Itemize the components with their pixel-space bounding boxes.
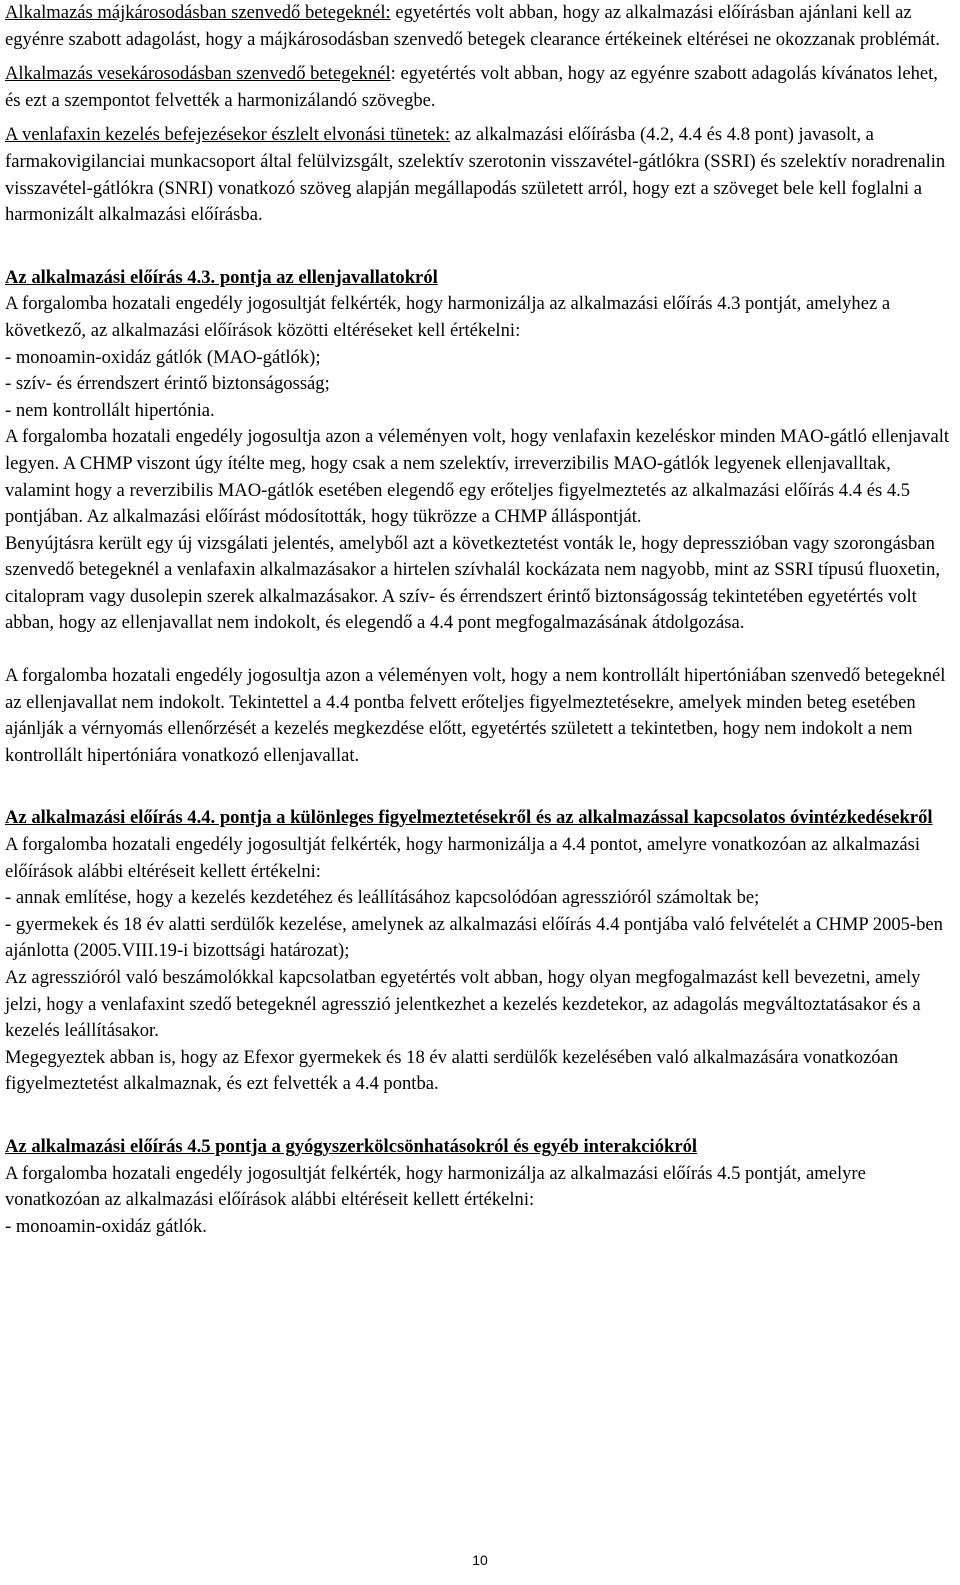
list-item: - monoamin-oxidáz gátlók (MAO-gátlók); bbox=[5, 346, 321, 368]
list-item: - szív- és érrendszert érintő biztonságosság; bbox=[5, 373, 330, 395]
section-intro: A forgalomba hozatali engedély jogosultját felkérték, hogy harmonizálja az alkalmazási előírás 4.3 pontját, amelyhez a következő, az alkalmazási előírások közötti eltéréseket kell értékelni: bbox=[5, 293, 891, 341]
list-item: - annak említése, hogy a kezelés kezdetéhez és leállításához kapcsolódóan agresszióról számoltak be; bbox=[5, 887, 760, 909]
section-heading-4-4: Az alkalmazási előírás 4.4. pontja a különleges figyelmeztetésekről és az alkalmazással kapcsolatos óvintézkedésekről bbox=[5, 807, 933, 829]
paragraph-text: : egyetértés volt abban, hogy az egyénre szabott adagolás kívánatos lehet, és ezt a szempontot felvették a harmonizálandó szövegbe. bbox=[5, 63, 938, 111]
section-heading-4-5: Az alkalmazási előírás 4.5 pontja a gyógyszerkölcsönhatásokról és egyéb interakciókról bbox=[5, 1135, 698, 1157]
paragraph-lead: Alkalmazás vesekárosodásban szenvedő betegeknél bbox=[5, 63, 391, 85]
paragraph-withdrawal bbox=[5, 122, 950, 228]
paragraph-mao: A forgalomba hozatali engedély jogosultja azon a véleményen volt, hogy venlafaxin kezeléskor minden MAO-gátló ellenjavalt legyen. A CHMP viszont úgy ítélte meg, hogy csak a nem szelektív, irreverzibilis MAO-gátlók legyenek ellenjavalltak, valamint hogy a reverzibilis MAO-gátlók esetében elegendő egy erőteljes figyelmeztetés az alkalmazási előírás 4.4 és 4.5 pontjában. Az alkalmazási előírást módosították, hogy tükrözze a CHMP álláspontját. bbox=[5, 426, 950, 528]
section-intro: A forgalomba hozatali engedély jogosultját felkérték, hogy harmonizálja az alkalmazási előírás 4.5 pontját, amelyre vonatkozóan az alkalmazási előírások alábbi eltéréseit kellett értékelni: bbox=[5, 1162, 866, 1211]
list-item: - gyermekek és 18 év alatti serdülők kezelése, amelynek az alkalmazási előírás 4.4 pontjába való felvételét a CHMP 2005-ben ajánlotta (2005.VIII.19-i bizottsági határozat); bbox=[5, 913, 943, 962]
list-item: - monoamin-oxidáz gátlók. bbox=[5, 1215, 207, 1237]
paragraph-renal bbox=[5, 61, 950, 114]
paragraph-text: az alkalmazási előírásba (4.2, 4.4 és 4.8 pont) javasolt, a farmakovigilanciai munkacsoport által felülvizsgált, szelektív szerotonin visszavétel-gátlókra (SSRI) és szelektív noradrenalin visszavétel-gátlókra (SNRI) vonatkozó szöveg alapján megállapodás született arról, hogy ezt a szöveget bele kell foglalni a harmonizált alkalmazási előírásba. bbox=[5, 124, 946, 226]
paragraph-lead: A venlafaxin kezelés befejezésekor észlelt elvonási tünetek: bbox=[5, 124, 451, 146]
paragraph-aggression: Az agresszióról való beszámolókkal kapcsolatban egyetértés volt abban, hogy olyan megfogalmazást kell bevezetni, amely jelzi, hogy a venlafaxint szedő betegeknél agresszió jelentkezhet a kezelés kezdetekor, az adagolás megváltoztatásakor és a kezelés leállításakor. bbox=[5, 967, 921, 1042]
page-number: 10 bbox=[472, 1552, 488, 1568]
paragraph-cardio: Benyújtásra került egy új vizsgálati jelentés, amelyből azt a következtetést vonták le, hogy depresszióban vagy szorongásban szenvedő betegeknél a venlafaxin alkalmazásakor a hirtelen szívhalál kockázata nem nagyobb, mint az SSRI típusú fluoxetin, citalopram vagy dusolepin szerek alkalmazásakor. A szív- és érrendszert érintő biztonságosság tekintetében egyetértés volt abban, hogy az ellenjavallat nem indokolt, és elegendő a 4.4 pont megfogalmazásának átdolgozása. bbox=[5, 532, 941, 634]
list-item: - nem kontrollált hipertónia. bbox=[5, 399, 215, 421]
document-page bbox=[5, 0, 950, 1240]
paragraph-pediatric: Megegyeztek abban is, hogy az Efexor gyermekek és 18 év alatti serdülők kezelésében való alkalmazására vonatkozóan figyelmeztetést alkalmaznak, és ezt felvették a 4.4 pontba. bbox=[5, 1046, 899, 1095]
paragraph-lead: Alkalmazás májkárosodásban szenvedő betegeknél: bbox=[5, 2, 391, 23]
paragraph-text: egyetértés volt abban, hogy az alkalmazási előírásban ajánlani kell az egyénre szabott adagolást, hogy a májkárosodásban szenvedő betegek clearance értékeinek eltérései ne okozzanak problémát. bbox=[5, 2, 940, 50]
paragraph-hypertension: A forgalomba hozatali engedély jogosultja azon a véleményen volt, hogy a nem kontrollált hipertóniában szenvedő betegeknél az ellenjavallat nem indokolt. Tekintettel a 4.4 pontba felvett erőteljes figyelmeztetésekre, amelyek minden beteg esetében ajánlják a vérnyomás ellenőrzését a kezelés megkezdése előtt, egyetértés született a tekintetben, hogy nem indokolt a nem kontrollált hipertóniára vonatkozó ellenjavallat. bbox=[5, 665, 946, 766]
section-heading-4-3: Az alkalmazási előírás 4.3. pontja az ellenjavallatokról bbox=[5, 266, 438, 288]
section-intro: A forgalomba hozatali engedély jogosultját felkérték, hogy harmonizálja a 4.4 pontot, amelyre vonatkozóan az alkalmazási előírások alábbi eltéréseit kellett értékelni: bbox=[5, 834, 921, 882]
paragraph-hepatic bbox=[5, 0, 950, 53]
